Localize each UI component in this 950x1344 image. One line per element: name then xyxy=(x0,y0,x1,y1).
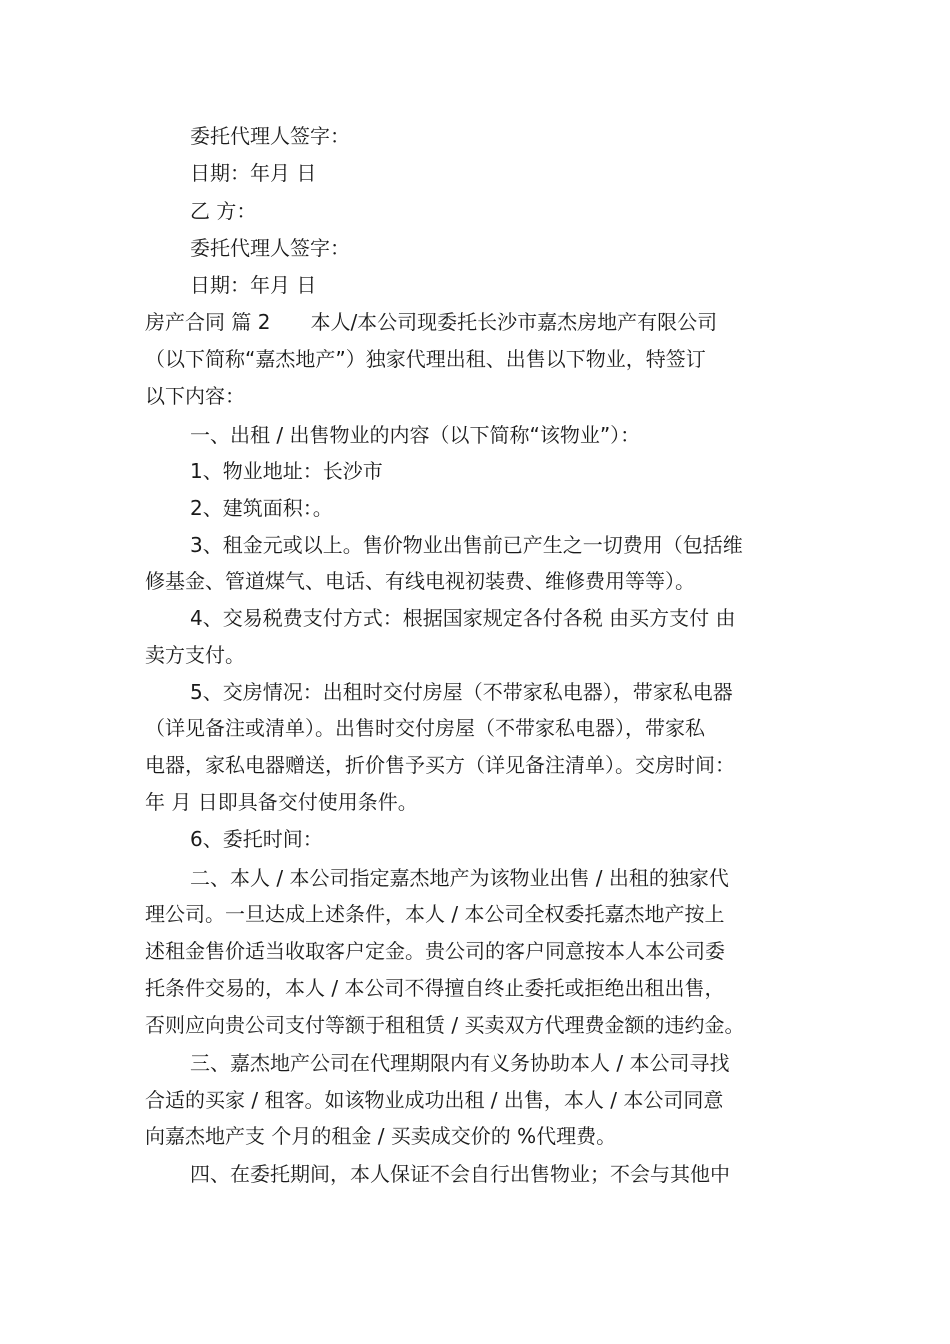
paragraph-line: 理公司。一旦达成上述条件，本人 / 本公司全权委托嘉杰地产按上 xyxy=(145,902,725,926)
section-1-heading: 一、出租 / 出售物业的内容（以下简称“该物业”）： xyxy=(190,423,641,447)
paragraph-line: 合适的买家 / 租客。如该物业成功出租 / 出售，本人 / 本公司同意 xyxy=(145,1088,724,1112)
item-4-tax: 4、交易税费支付方式：根据国家规定各付各税 由买方支付 由 xyxy=(190,606,736,630)
paragraph-line: 以下内容： xyxy=(145,384,245,408)
paragraph-line: 年 月 日即具备交付使用条件。 xyxy=(145,790,418,814)
paragraph-line: 述租金售价适当收取客户定金。贵公司的客户同意按本人本公司委 xyxy=(145,939,725,963)
item-2-area: 2、建筑面积：。 xyxy=(190,496,333,520)
paragraph-line: 托条件交易的，本人 / 本公司不得擅自终止委托或拒绝出租出售， xyxy=(145,976,725,1000)
paragraph-line: （以下简称“嘉杰地产”）独家代理出租、出售以下物业，特签订 xyxy=(145,347,706,371)
paragraph-line: （详见备注或清单）。出售时交付房屋（不带家私电器），带家私 xyxy=(145,716,705,740)
paragraph-line: 电器，家私电器赠送，折价售予买方（详见备注清单）。交房时间： xyxy=(145,753,735,777)
signature-line-a: 委托代理人签字： xyxy=(190,124,350,148)
paragraph-line: 卖方支付。 xyxy=(145,643,245,667)
paragraph-line: 修基金、管道煤气、电话、有线电视初装费、维修费用等等）。 xyxy=(145,569,695,593)
section-4-line: 四、在委托期间，本人保证不会自行出售物业；不会与其他中 xyxy=(190,1162,730,1186)
item-1-address: 1、物业地址：长沙市 xyxy=(190,459,383,483)
signature-line-b: 委托代理人签字： xyxy=(190,236,350,260)
date-line-a: 日期：年月 日 xyxy=(190,161,317,185)
section-3-line: 三、嘉杰地产公司在代理期限内有义务协助本人 / 本公司寻找 xyxy=(190,1051,730,1075)
item-3-rent: 3、租金元或以上。售价物业出售前已产生之一切费用（包括维 xyxy=(190,533,743,557)
item-5-handover: 5、交房情况：出租时交付房屋（不带家私电器），带家私电器 xyxy=(190,680,733,704)
paragraph-line: 否则应向贵公司支付等额于租租赁 / 买卖双方代理费金额的违约金。 xyxy=(145,1013,745,1037)
contract-2-heading: 房产合同 篇 2 本人/本公司现委托长沙市嘉杰房地产有限公司 xyxy=(145,310,718,334)
paragraph-line: 向嘉杰地产支 个月的租金 / 买卖成交价的 %代理费。 xyxy=(145,1124,617,1148)
item-6-duration: 6、委托时间： xyxy=(190,827,323,851)
section-2-line: 二、本人 / 本公司指定嘉杰地产为该物业出售 / 出租的独家代 xyxy=(190,866,729,890)
date-line-b: 日期：年月 日 xyxy=(190,273,317,297)
party-b-label: 乙 方： xyxy=(190,199,257,223)
